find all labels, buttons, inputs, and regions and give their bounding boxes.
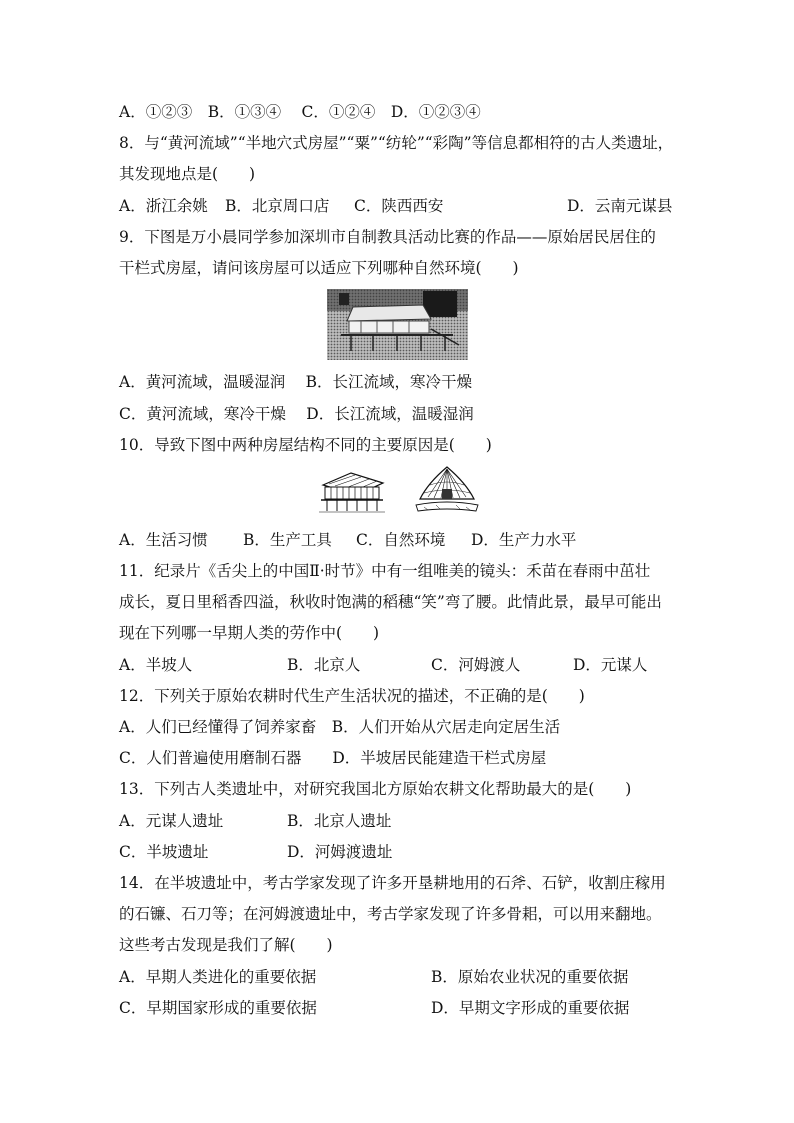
q13-stem: 13．下列古人类遗址中，对研究我国北方原始农耕文化帮助最大的是( ) [119,780,632,798]
q10-option-d: D．生产力水平 [471,531,577,549]
q11-stem-line3: 现在下列哪一早期人类的劳作中( ) [119,624,380,642]
semi-subterranean-house-illustration [414,465,480,515]
q10-option-a: A．生活习惯 [119,531,208,549]
q8-option-c: C．陕西西安 [354,197,444,215]
q11-stem-line1: 11．纪录片《舌尖上的中国Ⅱ·时节》中有一组唯美的镜头：禾苗在春雨中茁壮 [119,562,651,580]
q14-option-b: B．原始农业状况的重要依据 [431,968,629,986]
q10-option-c: C．自然环境 [356,531,446,549]
q9-stem-line2: 干栏式房屋，请问该房屋可以适应下列哪种自然环境( ) [119,259,519,277]
q13-option-c: C．半坡遗址 [119,843,209,861]
q10-option-b: B．生产工具 [243,531,332,549]
q11-option-a: A．半坡人 [119,656,193,674]
q13-option-a: A．元谋人遗址 [119,812,224,830]
q7-options: A．①②③ B．①③④ C．①②④ D．①②③④ [119,103,481,121]
q14-stem-line2: 的石镰、石刀等；在河姆渡遗址中，考古学家发现了许多骨耜，可以用来翻地。 [119,905,662,923]
q9-stem-line1: 9．下图是万小晨同学参加深圳市自制教具活动比赛的作品——原始居民居住的 [119,228,656,246]
q9-options-row2: C．黄河流域，寒冷干燥 D．长江流域，温暖湿润 [119,405,474,423]
q8-stem-line1: 8．与“黄河流域”“半地穴式房屋”“粟”“纺轮”“彩陶”等信息都相符的古人类遗址， [119,134,674,152]
q10-stem: 10．导致下图中两种房屋结构不同的主要原因是( ) [119,436,492,454]
q12-options-row2: C．人们普遍使用磨制石器 D．半坡居民能建造干栏式房屋 [119,749,547,767]
q14-option-d: D．早期文字形成的重要依据 [431,999,630,1017]
stilt-house-illustration [317,469,389,515]
q8-option-a: A．浙江余姚 [119,197,208,215]
q14-option-c: C．早期国家形成的重要依据 [119,999,317,1017]
stilt-house-model-photo [327,289,468,360]
q8-option-d: D．云南元谋县 [567,197,673,215]
q13-option-d: D．河姆渡遗址 [287,843,393,861]
q11-option-d: D．元谋人 [573,656,648,674]
q11-stem-line2: 成长，夏日里稻香四溢，秋收时饱满的稻穗“笑”弯了腰。此情此景，最早可能出 [119,593,662,611]
q14-stem-line1: 14．在半坡遗址中，考古学家发现了许多开垦耕地用的石斧、石铲，收割庄稼用 [119,874,666,892]
q8-stem-line2: 其发现地点是( ) [119,165,256,183]
q13-option-b: B．北京人遗址 [287,812,392,830]
q11-option-b: B．北京人 [287,656,361,674]
q12-options-row1: A．人们已经懂得了饲养家畜 B．人们开始从穴居走向定居生活 [119,718,561,736]
q14-stem-line3: 这些考古发现是我们了解( ) [119,936,333,954]
q8-option-b: B．北京周口店 [225,197,330,215]
q9-options-row1: A．黄河流域，温暖湿润 B．长江流域，寒冷干燥 [119,373,473,391]
q11-option-c: C．河姆渡人 [431,656,521,674]
q12-stem: 12．下列关于原始农耕时代生产生活状况的描述，不正确的是( ) [119,687,585,705]
q14-option-a: A．早期人类进化的重要依据 [119,968,317,986]
